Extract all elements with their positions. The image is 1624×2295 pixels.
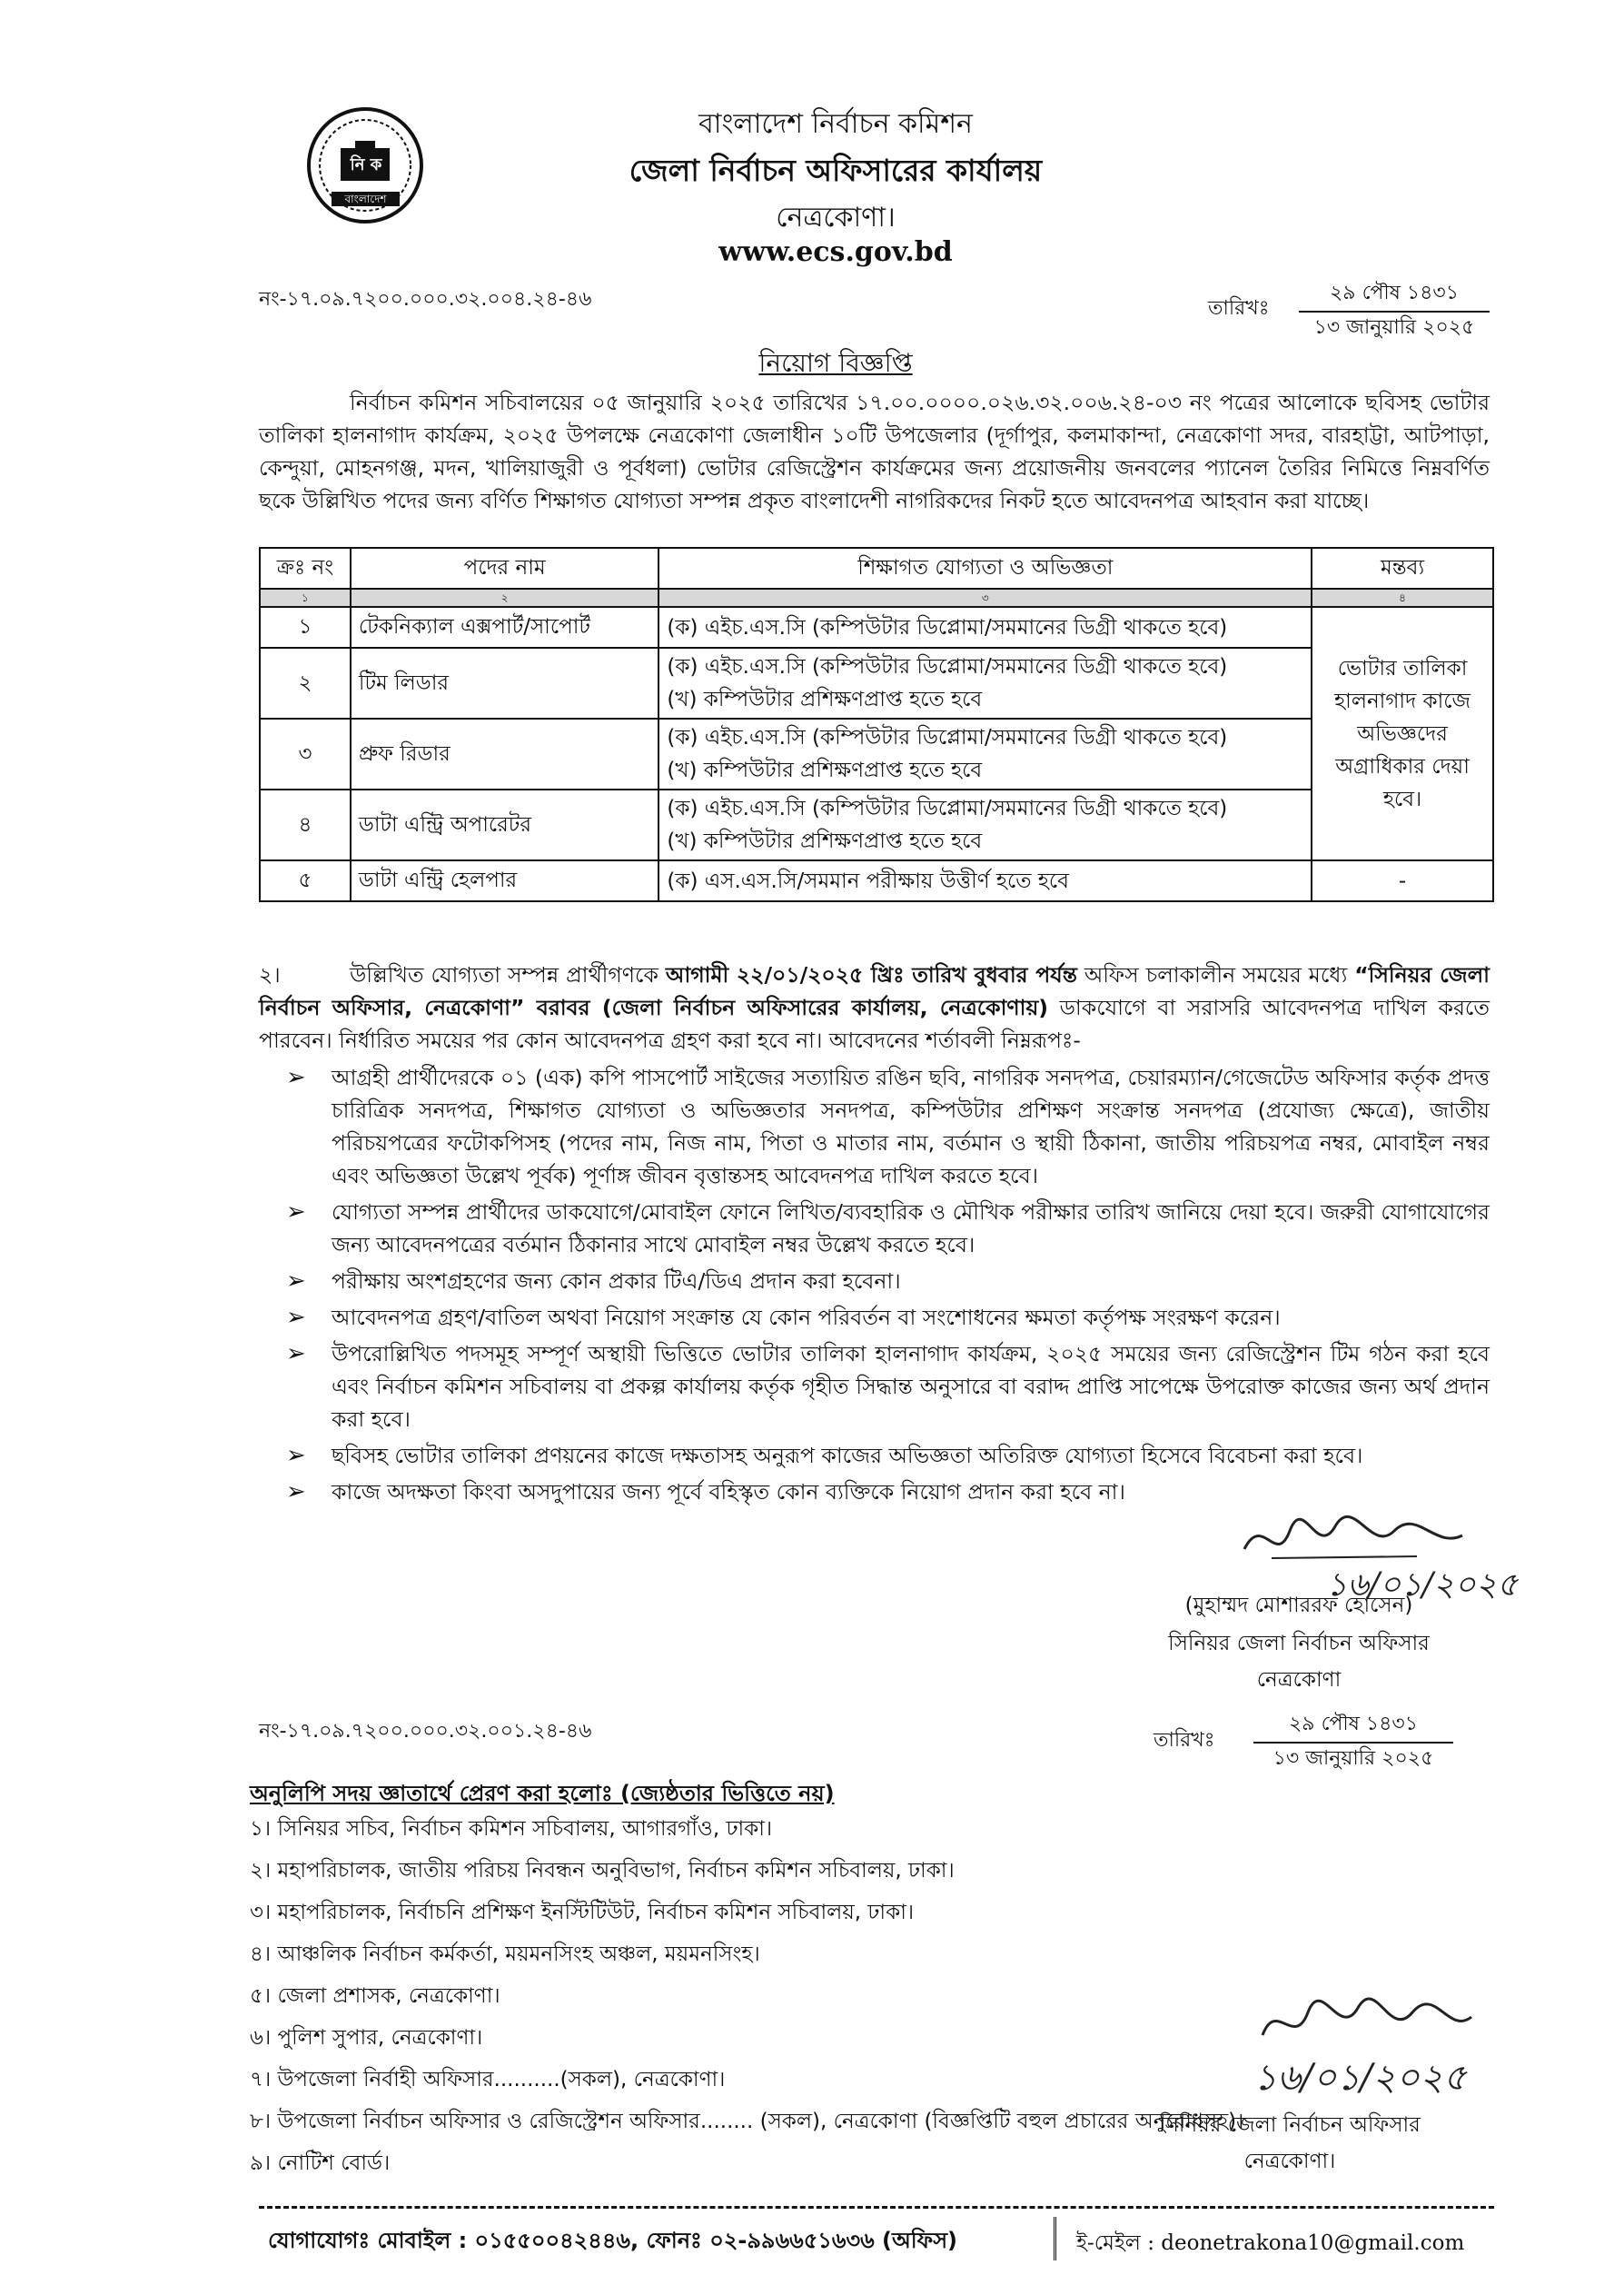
header-line-2: জেলা নির্বাচন অফিসারের কার্যালয় (629, 153, 1043, 188)
para2-deadline: আগামী ২২/০১/২০২৫ খ্রিঃ তারিখ বুধবার পর্যন্ত (665, 962, 1077, 988)
website: www.ecs.gov.bd (718, 236, 953, 268)
col-num-3: ৩ (659, 589, 1312, 607)
list-item: ১। সিনিয়র সচিব, নির্বাচন কমিশন সচিবালয়, আগারগাঁও, ঢাকা। (250, 1817, 773, 1841)
signer-place: নেত্রকোণা (1256, 1668, 1342, 1692)
arrow-bullet-icon: ➢ (286, 1198, 306, 1226)
para2-number: ২। (259, 962, 281, 988)
job-table (259, 547, 1494, 902)
row-post: টেকনিক্যাল এক্সপার্ট/সাপোর্ট (351, 607, 659, 648)
footer-contact: যোগাযোগঃ মোবাইল : ০১৫৫০০৪২৪৪৬, ফোনঃ ০২-৯৯৬৬৫১৬৩৬ (অফিস) (268, 2228, 958, 2253)
intro-paragraph: নির্বাচন কমিশন সচিবালয়ের ০৫ জানুয়ারি ২০২৫ তারিখের ১৭.০০.০০০০.০২৬.৩২.০০৬.২৪-০৩ নং পত্রের আলোকে ছবিসহ ভোটার তালিকা হালনাগাদ কার্যক্রম, ২০২৫ উপলক্ষে নেত্রকোণা জেলাধীন ১০টি উপজেলার (দূর্গাপুর, কলমাকান্দা, নেত্রকোণা সদর, বারহাট্টা, আটপাড়া, কেন্দুয়া, মোহনগঞ্জ, মদন, খালিয়াজুরী ও পূর্বধলা) ভোটার রেজিস্ট্রেশন কার্যক্রমের জন্য প্রয়োজনীয় জনবলের প্যানেল তৈরির নিমিত্তে নিম্নবর্ণিত ছকে উল্লিখিত পদের জন্য বর্ণিত শিক্ষাগত যোগ্যতা সম্পন্ন প্রকৃত বাংলাদেশী নাগরিকদের নিকট হতে আবেদনপত্র আহবান করা যাচ্ছে। (259, 390, 1490, 513)
signature-scribble-icon (1253, 1985, 1480, 2058)
memo2-date-bn: ২৯ পৌষ ১৪৩১ (1253, 1708, 1453, 1744)
arrow-bullet-icon: ➢ (286, 1340, 306, 1367)
para2-text-a: উল্লিখিত যোগ্যতা সম্পন্ন প্রার্থীগণকে (350, 962, 659, 988)
list-item: ৫। জেলা প্রশাসক, নেত্রকোণা। (250, 1984, 500, 2008)
footer-separator (1054, 2217, 1056, 2260)
list-item: ৭। উপজেলা নির্বাহী অফিসার..........(সকল), নেত্রকোণা। (250, 2068, 726, 2091)
row-qual: (ক) এইচ.এস.সি (কম্পিউটার ডিপ্লোমা/সমমানের ডিগ্রী থাকতে হবে) (667, 615, 1228, 640)
term-text: কাজে অদক্ষতা কিংবা অসদুপায়ের জন্য পূর্বে বহিস্কৃত কোন ব্যক্তিকে নিয়োগ প্রদান করা হবে না। (332, 1479, 1125, 1505)
th-qualification: শিক্ষাগত যোগ্যতা ও অভিজ্ঞতা (659, 548, 1312, 589)
arrow-bullet-icon: ➢ (286, 1267, 306, 1295)
table-row (260, 860, 1493, 901)
list-item (286, 1061, 1490, 1192)
list-item (286, 1301, 1490, 1334)
th-remarks: মন্তব্য (1312, 548, 1493, 589)
list-item: ২। মহাপরিচালক, জাতীয় পরিচয় নিবন্ধন অনুবিভাগ, নির্বাচন কমিশন সচিবালয়, ঢাকা। (250, 1859, 955, 1883)
term-text: পরীক্ষায় অংশগ্রহণের জন্য কোন প্রকার টিএ/ডিএ প্রদান করা হবেনা। (332, 1268, 901, 1294)
row-qual: (ক) এইচ.এস.সি (কম্পিউটার ডিপ্লোমা/সমমানের ডিগ্রী থাকতে হবে) (667, 726, 1228, 750)
memo-ref-no: নং-১৭.০৯.৭২০০.০০০.৩২.০০৪.২৪-৪৬ (259, 288, 592, 311)
row-serial: ৪ (260, 790, 351, 860)
term-text: উপরোল্লিখিত পদসমূহ সম্পূর্ণ অস্থায়ী ভিত্তিতে ভোটার তালিকা হালনাগাদ কার্যক্রম, ২০২৫ সময়ের জন্য রেজিস্ট্রেশন টিম গঠন করা হবে এবং নির্বাচন কমিশন সচিবালয় বা প্রকল্প কার্যালয় কর্তৃক গৃহীত সিদ্ধান্ত অনুসারে বা বরাদ্দ প্রাপ্তি সাপেক্ষে উপরোক্ত কাজের জন্য অর্থ প্রদান করা হবে। (332, 1341, 1490, 1432)
signer-designation: সিনিয়র জেলা নির্বাচন অফিসার (1168, 1632, 1430, 1655)
footer-divider (259, 2206, 1494, 2209)
col-num-1: ১ (260, 589, 351, 607)
table-row (260, 790, 1493, 860)
memo-date-label: তারিখঃ (1208, 297, 1270, 320)
memo2-date-en: ১৩ জানুয়ারি ২০২৫ (1272, 1747, 1434, 1770)
row-serial: ২ (260, 648, 351, 719)
cc-heading: অনুলিপি সদয় জ্ঞাতার্থে প্রেরণ করা হলোঃ (জ্যেষ্ঠতার ভিত্তিতে নয়) (250, 1781, 835, 1806)
paragraph-2 (259, 959, 1490, 1057)
seal-text: বাংলাদেশ (344, 193, 387, 205)
row-qual: (খ) কম্পিউটার প্রশিক্ষণপ্রাপ্ত হতে হবে (667, 830, 983, 853)
footer-email: ই-মেইল : deonetrakona10@gmail.com (1076, 2231, 1465, 2255)
row-remark: ভোটার তালিকা হালনাগাদ কাজে অভিজ্ঞদের অগ্রাধিকার দেয়া হবে। (1312, 607, 1493, 860)
arrow-bullet-icon: ➢ (286, 1304, 306, 1331)
col-num-2: ২ (351, 589, 659, 607)
row-post: প্রুফ রিডার (351, 719, 659, 790)
row-qual: (ক) এস.এস.সি/সমমান পরীক্ষায় উত্তীর্ণ হতে হবে (667, 869, 1069, 893)
row-post: ডাটা এন্ট্রি অপারেটর (351, 790, 659, 860)
row-qual: (খ) কম্পিউটার প্রশিক্ষণপ্রাপ্ত হতে হবে (667, 688, 983, 711)
arrow-bullet-icon: ➢ (286, 1442, 306, 1469)
col-num-4: ৪ (1312, 589, 1493, 607)
term-text: আগ্রহী প্রার্থীদেরকে ০১ (এক) কপি পাসপোর্ট সাইজের সত্যায়িত রঙিন ছবি, নাগরিক সনদপত্র, চেয়ারম্যান/গেজেটেড অফিসার কর্তৃক প্রদত্ত চারিত্রিক সনদপত্র, শিক্ষাগত যোগ্যতা ও অভিজ্ঞতার সনদপত্র, কম্পিউটার প্রশিক্ষণ সংক্রান্ত সনদপত্র (প্রযোজ্য ক্ষেত্রে), জাতীয় পরিচয়পত্রের ফটোকপিসহ (পদের নাম, নিজ নাম, পিতা ও মাতার নাম, বর্তমান ও স্থায়ী ঠিকানা, জাতীয় পরিচয়পত্র নম্বর, মোবাইল নম্বর এবং অভিজ্ঞতা উল্লেখ পূর্বক) পূর্ণাঙ্গ জীবন বৃত্তান্তসহ আবেদনপত্র দাখিল করতে হবে। (332, 1065, 1490, 1188)
signer2-place: নেত্রকোণা। (1243, 2150, 1336, 2173)
para2-text-c: অফিস চলাকালীন সময়ের মধ্যে (1084, 962, 1348, 988)
row-qual: (খ) কম্পিউটার প্রশিক্ষণপ্রাপ্ত হতে হবে (667, 759, 983, 782)
list-item (286, 1196, 1490, 1261)
notice-title: নিয়োগ বিজ্ঞপ্তি (758, 348, 913, 378)
list-item: ৩। মহাপরিচালক, নির্বাচনি প্রশিক্ষণ ইনস্টিটিউট, নির্বাচন কমিশন সচিবালয়, ঢাকা। (250, 1901, 915, 1924)
signer2-designation: সিনিয়র জেলা নির্বাচন অফিসার (1159, 2113, 1421, 2137)
signer-name: (মুহাম্মদ মোশাররফ হোসেন) (1184, 1594, 1413, 1617)
list-item (286, 1265, 1490, 1297)
signature2-hand-date: ১৬/০১/২০২৫ (1253, 2057, 1467, 2099)
signature-2 (1253, 1985, 1480, 2099)
table-row (260, 719, 1493, 790)
memo-date-bn: ২৯ পৌষ ১৪৩১ (1299, 277, 1490, 313)
arrow-bullet-icon: ➢ (286, 1064, 306, 1091)
list-item: ৬। পুলিশ সুপার, নেত্রকোণা। (250, 2026, 483, 2050)
arrow-bullet-icon: ➢ (286, 1478, 306, 1505)
row-post: ডাটা এন্ট্রি হেলপার (351, 860, 659, 901)
row-serial: ১ (260, 607, 351, 648)
row-remark-last: - (1312, 860, 1493, 901)
term-text: যোগ্যতা সম্পন্ন প্রার্থীদের ডাকযোগে/মোবাইল ফোনে লিখিত/ব্যবহারিক ও মৌখিক পরীক্ষার তারিখ জানিয়ে দেয়া হবে। জরুরী যোগাযোগের জন্য আবেদনপত্রের বর্তমান ঠিকানার সাথে মোবাইল নম্বর উল্লেখ করতে হবে। (332, 1199, 1490, 1257)
election-commission-seal (304, 104, 427, 227)
seal-letters: নি ক (350, 155, 382, 174)
th-post: পদের নাম (351, 548, 659, 589)
row-qual: (ক) এইচ.এস.সি (কম্পিউটার ডিপ্লোমা/সমমানের ডিগ্রী থাকতে হবে) (667, 797, 1228, 820)
para2-text-e: ডাকযোগে বা সরাসরি আবেদনপত্র দাখিল করতে পারবেন। নির্ধারিত সময়ের পর কোন আবেদনপত্র গ্রহণ করা হবে না। আবেদনের শর্তাবলী নিম্নরূপঃ- (259, 995, 1490, 1053)
memo2-date-label: তারিখঃ (1154, 1729, 1215, 1752)
memo-date-en: ১৩ জানুয়ারি ২০২৫ (1313, 316, 1475, 339)
row-qual: (ক) এইচ.এস.সি (কম্পিউটার ডিপ্লোমা/সমমানের ডিগ্রী থাকতে হবে) (667, 655, 1228, 679)
list-item: ৯। নোটিশ বোর্ড। (250, 2151, 391, 2175)
th-serial: ক্রঃ নং (260, 548, 351, 589)
signature-hand-date: ১৬/০১/২০২৫ (1326, 1566, 1519, 1604)
term-text: আবেদনপত্র গ্রহণ/বাতিল অথবা নিয়োগ সংক্রান্ত যে কোন পরিবর্তন বা সংশোধনের ক্ষমতা কর্তৃপক্ষ সংরক্ষণ করেন। (332, 1305, 1281, 1330)
para2-addressee: “সিনিয়র জেলা নির্বাচন অফিসার, নেত্রকোণা” বরাবর (জেলা নির্বাচন অফিসারের কার্যালয়, নেত্রকোণায়) (259, 962, 1490, 1020)
table-row (260, 648, 1493, 719)
list-item: ৮। উপজেলা নির্বাচন অফিসার ও রেজিস্ট্রেশন অফিসার........ (সকল), নেত্রকোণা (বিজ্ঞপ্তিটি বহুল প্রচারের অনুরোধসহ)। (250, 2110, 1244, 2133)
row-post: টিম লিডার (351, 648, 659, 719)
header-line-3: নেত্রকোণা। (776, 202, 896, 233)
term-text: ছবিসহ ভোটার তালিকা প্রণয়নের কাজে দক্ষতাসহ অনুরূপ কাজের অভিজ্ঞতা অতিরিক্ত যোগ্যতা হিসেবে বিবেচনা করা হবে। (332, 1443, 1363, 1468)
list-item (286, 1337, 1490, 1436)
row-serial: ৩ (260, 719, 351, 790)
list-item (286, 1439, 1490, 1472)
memo2-ref-no: নং-১৭.০৯.৭২০০.০০০.৩২.০০১.২৪-৪৬ (259, 1720, 592, 1743)
list-item: ৪। আঞ্চলিক নির্বাচন কর্মকর্তা, ময়মনসিংহ অঞ্চল, ময়মনসিংহ। (250, 1942, 760, 1966)
terms-list (286, 1061, 1490, 1512)
row-serial: ৫ (260, 860, 351, 901)
table-row (260, 607, 1493, 648)
header-line-1: বাংলাদেশ নির্বাচন কমিশন (698, 108, 973, 140)
